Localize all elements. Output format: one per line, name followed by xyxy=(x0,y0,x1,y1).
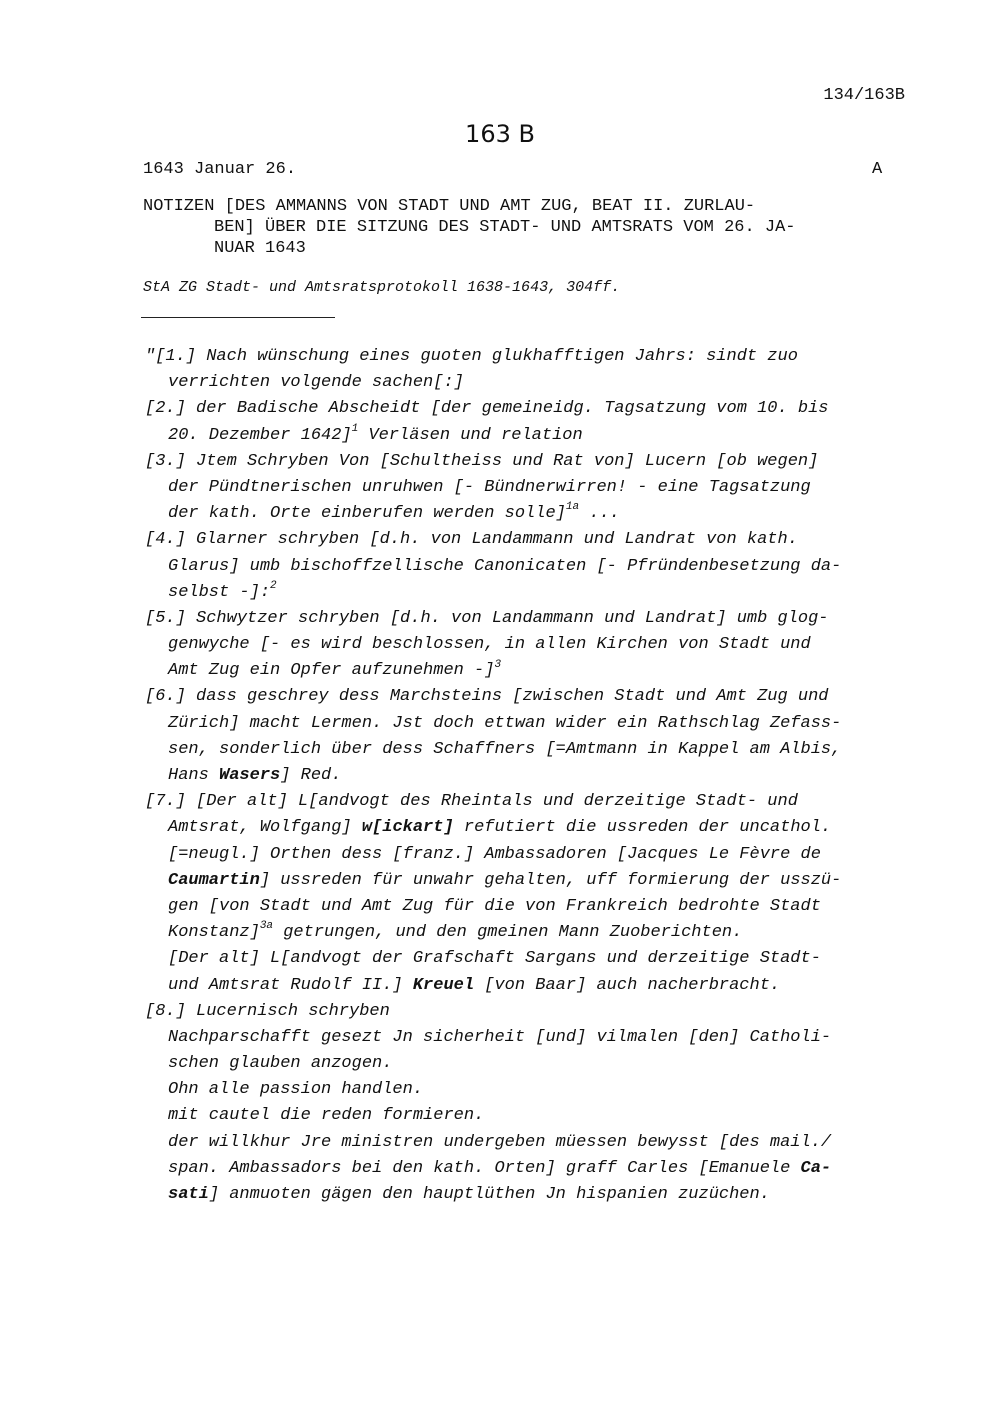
document-date: 1643 Januar 26. xyxy=(143,160,297,179)
text-line: Hans Wasers] Red. xyxy=(168,766,342,785)
document-number: 163 B xyxy=(465,120,535,148)
page-number: 134/163B xyxy=(823,86,905,105)
text-line: der Pündtnerischen unruhwen [- Bündnerwirren! - eine Tagsatzung xyxy=(168,477,811,497)
text-line: Caumartin] ussreden für unwahr gehalten, uff formierung der usszü- xyxy=(168,870,842,890)
footnote-ref: 3a xyxy=(259,920,274,933)
text-line: verrichten volgende sachen[:] xyxy=(168,373,464,393)
document-title xyxy=(143,196,913,259)
text-line: Glarus] umb bischoffzellische Canonicaten [- Pfründenbesetzung da- xyxy=(168,556,842,576)
text-line: 20. Dezember 1642]$^1$ Verläsen und relation xyxy=(168,422,583,445)
text-line: [2.] der Badische Abscheidt [der gemeineidg. Tagsatzung vom 10. bis xyxy=(145,399,829,419)
text-line: selbst -]:$^2$ xyxy=(168,580,277,602)
text-line: mit cautel die reden formieren. xyxy=(168,1106,485,1126)
text-line: Zürich] macht Lermen. Jst doch ettwan wider ein Rathschlag Zefass- xyxy=(168,713,842,733)
text-line: der willkhur Jre ministren undergeben müessen bewysst [des mail./ xyxy=(168,1132,832,1152)
text-line: [3.] Jtem Schryben Von [Schultheiss und Rat von] Lucern [ob wegen] xyxy=(145,451,819,471)
text-line: und Amtsrat Rudolf II.] Kreuel [von Baar] auch nacherbracht. xyxy=(168,975,781,995)
text-line: [7.] [Der alt] L[andvogt des Rheintals und derzeitige Stadt- und xyxy=(145,792,798,812)
text-line: gen [von Stadt und Amt Zug für die von Frankreich bedrohte Stadt xyxy=(168,896,821,916)
title-line: BEN] ÜBER DIE SITZUNG DES STADT- UND AMTSRATS VOM 26. JA- xyxy=(214,218,796,237)
footnote-ref: 1a xyxy=(565,501,580,514)
text-line: sati] anmuoten gägen den hauptlüthen Jn hispanien zuzüchen. xyxy=(168,1185,770,1204)
footnote-ref: 3 xyxy=(494,658,502,671)
title-line: NOTIZEN [DES AMMANNS VON STADT UND AMT ZUG, BEAT II. ZURLAU- xyxy=(143,197,756,216)
footnote-ref: 1 xyxy=(351,422,359,435)
text-line: [4.] Glarner schryben [d.h. von Landammann und Landrat von kath. xyxy=(145,530,798,550)
source-citation: StA ZG Stadt- und Amtsratsprotokoll 1638-1643, 304ff. xyxy=(143,279,621,296)
version-marker: A xyxy=(872,160,883,179)
text-line: sen, sonderlich über dess Schaffners [=Amtmann in Kappel am Albis, xyxy=(168,739,842,759)
text-line: Konstanz]$^{3a}$ getrungen, und den gmeinen Mann Zuoberichten. xyxy=(168,920,743,943)
text-line: Ohn alle passion handlen. xyxy=(168,1080,424,1100)
text-line: [=neugl.] Orthen dess [franz.] Ambassadoren [Jacques Le Fèvre de xyxy=(168,844,821,864)
text-line: Amtsrat, Wolfgang] w[ickart] refutiert die ussreden der uncathol. xyxy=(168,818,832,838)
text-line: schen glauben anzogen. xyxy=(168,1054,393,1074)
footnote-ref: 2 xyxy=(270,580,277,593)
text-line: [Der alt] L[andvogt der Grafschaft Sargans und derzeitige Stadt- xyxy=(168,949,821,969)
name-emphasis: Ca- xyxy=(800,1158,832,1178)
text-line: der kath. Orte einberufen werden solle]$^{1a}$ ... xyxy=(168,501,620,524)
transcription-body xyxy=(145,344,925,1208)
text-line: [8.] Lucernisch schryben xyxy=(145,1001,390,1021)
separator-rule xyxy=(141,317,335,318)
name-emphasis: w[ickart] xyxy=(361,818,454,838)
text-line: genwyche [- es wird beschlossen, in allen Kirchen von Stadt und xyxy=(168,635,811,655)
text-line: [5.] Schwytzer schryben [d.h. von Landammann und Landrat] umb glog- xyxy=(145,608,829,628)
title-line: NUAR 1643 xyxy=(214,239,306,258)
text-line: span. Ambassadors bei den kath. Orten] graff Carles [Emanuele Ca- xyxy=(168,1158,832,1178)
name-emphasis: Kreuel xyxy=(412,975,475,995)
name-emphasis: sati xyxy=(168,1185,209,1204)
text-line: [6.] dass geschrey dess Marchsteins [zwischen Stadt und Amt Zug und xyxy=(145,687,829,707)
text-line: "[1.] Nach wünschung eines guoten glukhafftigen Jahrs: sindt zuo xyxy=(145,347,798,366)
name-emphasis: Wasers xyxy=(219,766,281,785)
name-emphasis: Caumartin xyxy=(168,870,260,890)
text-line: Nachparschafft gesezt Jn sicherheit [und] vilmalen [den] Catholi- xyxy=(168,1027,832,1047)
text-line: Amt Zug ein Opfer aufzunehmen -]$^3$ xyxy=(168,658,502,681)
